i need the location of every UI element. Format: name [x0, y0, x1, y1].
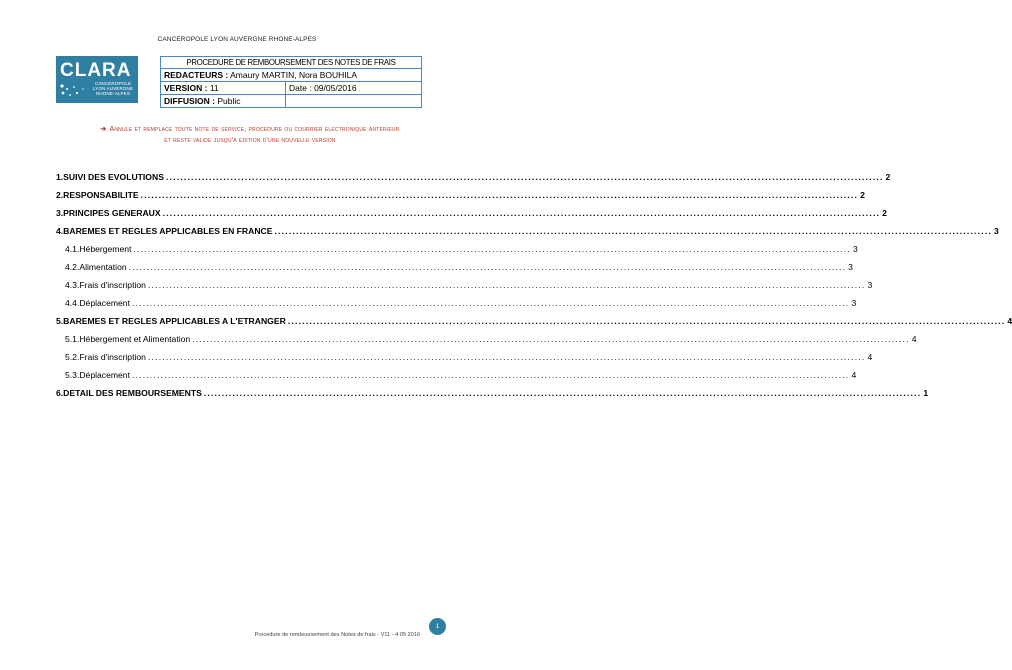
toc-leader-dots: ........................................................................................................................................................................................................	[203, 388, 922, 398]
document-title: PROCEDURE DE REMBOURSEMENT DES NOTES DE FRAIS	[161, 57, 422, 69]
toc-entry-number: 5.3.	[65, 370, 80, 380]
toc-entry-page: 1	[923, 388, 929, 398]
date-value: 09/05/2016	[314, 83, 357, 93]
toc-entry[interactable]	[56, 190, 865, 200]
redacteurs-value: Amaury MARTIN, Nora BOUHILA	[230, 70, 358, 80]
toc-entry-title: SUIVI DES EVOLUTIONS	[63, 172, 164, 182]
toc-entry[interactable]	[56, 262, 853, 272]
toc-entry-title: Hébergement	[79, 244, 132, 254]
version-value: 11	[209, 83, 219, 93]
logo-sub-line-1: CANCEROPOLE	[94, 81, 132, 86]
toc-entry-title: Frais d'inscription	[79, 352, 146, 362]
toc-entry-page: 2	[882, 208, 887, 218]
toc-entry-number: 1.	[56, 172, 64, 182]
toc-entry[interactable]	[56, 226, 999, 236]
toc-entry-number: 4.1.	[65, 244, 80, 254]
toc-leader-dots: ........................................................................................................................................................................................................	[147, 280, 866, 290]
toc-entry[interactable]	[56, 388, 929, 398]
toc-leader-dots: ........................................................................................................................................................................................................	[162, 208, 881, 218]
clara-logo	[56, 56, 138, 103]
toc-entry-number: 4.2.	[65, 262, 80, 272]
footer-text: Procedure de remboursement des Notes de frais - V11 - 4 05 2016	[254, 632, 420, 638]
logo-dots-icon	[59, 83, 89, 99]
redacteurs-cell	[161, 69, 422, 82]
empty-cell	[286, 95, 422, 108]
toc-entry-number: 6.	[56, 388, 64, 398]
toc-entry[interactable]	[56, 316, 1012, 326]
logo-wordmark: CLARA	[60, 60, 132, 81]
toc-entry-title: Hébergement et Alimentation	[79, 334, 191, 344]
page-number-badge: 1	[429, 618, 446, 635]
notice-text: Annule et remplace toute note de service, procedure ou courrier electronique anterieur et reste valide jusqu'a edition d'une nouvelle version	[109, 126, 400, 144]
toc-entry-title: BAREMES ET REGLES APPLICABLES EN FRANCE	[63, 226, 273, 236]
toc-leader-dots: ........................................................................................................................................................................................................	[140, 190, 859, 200]
toc-entry[interactable]	[56, 244, 858, 254]
toc-leader-dots: ........................................................................................................................................................................................................	[128, 262, 847, 272]
toc-leader-dots: ........................................................................................................................................................................................................	[133, 244, 851, 254]
toc-leader-dots: ........................................................................................................................................................................................................	[165, 172, 884, 182]
toc-entry[interactable]	[56, 352, 873, 362]
logo-sub-line-2: LYON AUVERGNE	[92, 86, 134, 92]
diffusion-value: Public	[217, 96, 241, 106]
toc-entry-title: Déplacement	[79, 370, 130, 380]
toc-entry-title: BAREMES ET REGLES APPLICABLES A L'ETRANGER	[63, 316, 286, 326]
toc-entry-page: 2	[860, 190, 865, 200]
toc-entry[interactable]	[56, 334, 917, 344]
toc-entry-page: 3	[852, 244, 858, 254]
logo-subtitle	[92, 81, 134, 97]
toc-entry-number: 2.	[56, 190, 64, 200]
version-cell	[161, 82, 286, 95]
toc-entry-number: 3.	[56, 208, 64, 218]
toc-entry-page: 4	[1007, 316, 1012, 326]
version-label: VERSION :	[164, 83, 208, 93]
toc-leader-dots: ........................................................................................................................................................................................................	[287, 316, 1006, 326]
toc-entry-page: 2	[885, 172, 891, 182]
toc-entry-number: 5.1.	[65, 334, 80, 344]
date-cell	[286, 82, 422, 95]
toc-entry-page: 3	[851, 298, 857, 308]
toc-entry[interactable]	[56, 280, 873, 290]
toc-entry-number: 4.	[56, 226, 64, 236]
redacteurs-label: REDACTEURS :	[164, 70, 229, 80]
page-header: CANCEROPOLE LYON AUVERGNE RHONE-ALPES	[157, 36, 317, 43]
toc-entry-title: Déplacement	[79, 298, 130, 308]
toc-entry[interactable]	[56, 370, 857, 380]
toc-leader-dots: ........................................................................................................................................................................................................	[192, 334, 910, 344]
toc-entry-title: PRINCIPES GENERAUX	[63, 208, 161, 218]
toc-entry-title: Frais d'inscription	[79, 280, 146, 290]
toc-entry[interactable]	[56, 172, 891, 182]
toc-entry-title: RESPONSABILITE	[63, 190, 139, 200]
toc-entry-page: 4	[867, 352, 873, 362]
date-label: Date :	[289, 83, 312, 93]
diffusion-cell	[161, 95, 286, 108]
diffusion-label: DIFFUSION :	[164, 96, 215, 106]
toc-leader-dots: ........................................................................................................................................................................................................	[274, 226, 992, 236]
logo-sub-line-3: RHONE-ALPES	[95, 91, 131, 97]
toc-leader-dots: ........................................................................................................................................................................................................	[131, 370, 850, 380]
toc-entry-page: 3	[848, 262, 853, 272]
toc-entry-number: 4.4.	[65, 298, 80, 308]
toc-entry-page: 3	[867, 280, 873, 290]
toc-entry[interactable]	[56, 208, 887, 218]
toc-entry[interactable]	[56, 298, 857, 308]
toc-leader-dots: ........................................................................................................................................................................................................	[147, 352, 866, 362]
toc-entry-page: 4	[911, 334, 917, 344]
toc-entry-number: 4.3.	[65, 280, 80, 290]
toc-entry-page: 3	[994, 226, 999, 236]
toc-entry-title: Alimentation	[79, 262, 127, 272]
toc-leader-dots: ........................................................................................................................................................................................................	[131, 298, 850, 308]
document-info-table	[160, 56, 422, 108]
toc-entry-number: 5.2.	[65, 352, 80, 362]
toc-entry-title: DETAIL DES REMBOURSEMENTS	[63, 388, 202, 398]
arrow-right-icon: ➔	[100, 126, 107, 133]
toc-entry-page: 4	[851, 370, 857, 380]
toc-entry-number: 5.	[56, 316, 64, 326]
notice	[100, 124, 400, 146]
